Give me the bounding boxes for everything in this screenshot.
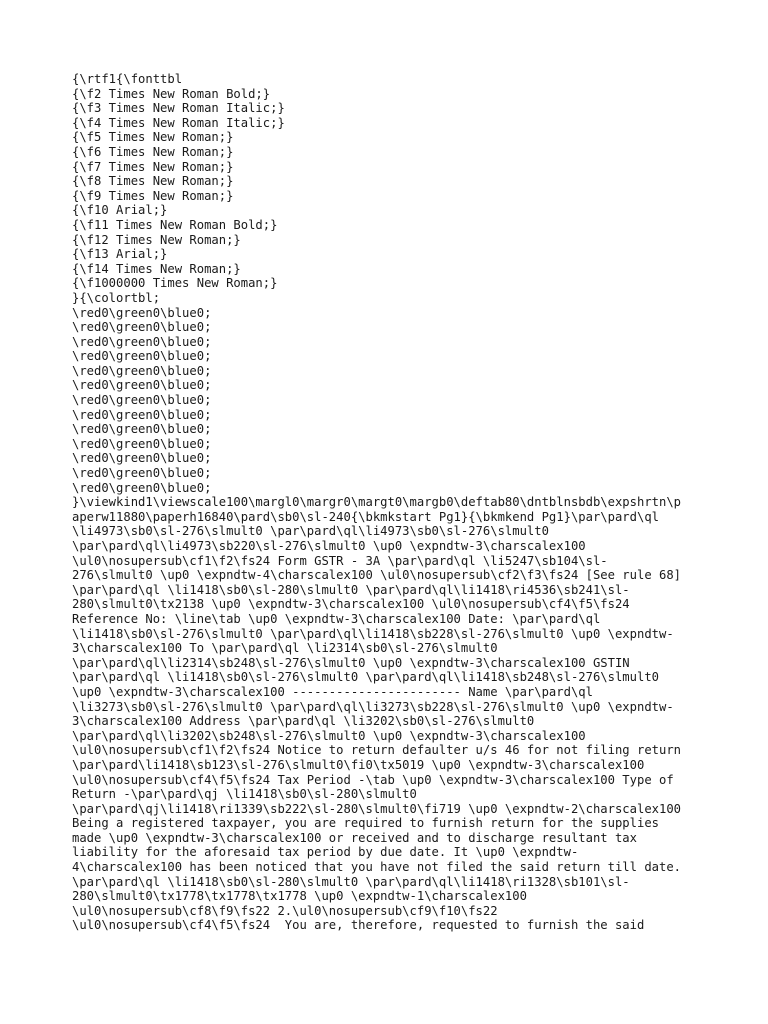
text-line: \red0\green0\blue0; (72, 393, 212, 408)
text-line: \ul0\nosupersub\cf4\f5\fs24 Tax Period -\tab \up0 \expndtw-3\charscalex100 Type of (72, 772, 674, 787)
text-line: {\f12 Times New Roman;} (72, 232, 241, 247)
text-line: \ul0\nosupersub\cf8\f9\fs22 2.\ul0\nosupersub\cf9\f10\fs22 (72, 903, 498, 918)
text-line: \ul0\nosupersub\cf1\f2\fs24 Notice to return defaulter u/s 46 for not filing return (72, 743, 682, 758)
text-line: {\f5 Times New Roman;} (72, 130, 234, 145)
text-line: \par\pard\li1418\sb123\sl-276\slmult0\fi0\tx5019 \up0 \expndtw-3\charscalex100 (72, 757, 645, 772)
text-line: }\viewkind1\viewscale100\margl0\margr0\margt0\margb0\deftab80\dntblnsbdb\expshrtn\p (72, 495, 682, 510)
text-line: {\f13 Arial;} (72, 247, 168, 262)
text-line: Reference No: \line\tab \up0 \expndtw-3\charscalex100 Date: \par\pard\ql (72, 611, 601, 626)
text-line: \red0\green0\blue0; (72, 480, 212, 495)
text-line: {\f4 Times New Roman Italic;} (72, 115, 285, 130)
text-line: \red0\green0\blue0; (72, 320, 212, 335)
text-line: \li1418\sb0\sl-276\slmult0 \par\pard\ql\li1418\sb228\sl-276\slmult0 \up0 \expndtw- (72, 626, 674, 641)
text-line: \red0\green0\blue0; (72, 363, 212, 378)
text-line: \red0\green0\blue0; (72, 378, 212, 393)
text-line: \par\pard\ql\li4973\sb220\sl-276\slmult0 \up0 \expndtw-3\charscalex100 (72, 539, 586, 553)
text-line: {\f7 Times New Roman;} (72, 159, 234, 174)
text-line: aperw11880\paperh16840\pard\sb0\sl-240{\bkmkstart Pg1}{\bkmkend Pg1}\par\pard\ql (72, 509, 659, 524)
text-line: \li4973\sb0\sl-276\slmult0 \par\pard\ql\li4973\sb0\sl-276\slmult0 (72, 524, 549, 539)
text-line: \li3273\sb0\sl-276\slmult0 \par\pard\ql\li3273\sb228\sl-276\slmult0 \up0 \expndtw- (72, 699, 674, 714)
text-line: 3\charscalex100 To \par\pard\ql \li2314\sb0\sl-276\slmult0 (72, 641, 498, 656)
text-line: 280\slmult0\tx2138 \up0 \expndtw-3\charscalex100 \ul0\nosupersub\cf4\f5\fs24 (72, 597, 630, 612)
text-line: Being a registered taxpayer, you are required to furnish return for the supplies (72, 816, 659, 831)
text-line: \red0\green0\blue0; (72, 466, 212, 481)
text-line: {\f1000000 Times New Roman;} (72, 276, 278, 291)
text-line: liability for the aforesaid tax period by due date. It \up0 \expndtw- (72, 845, 579, 860)
text-line: {\f3 Times New Roman Italic;} (72, 101, 285, 116)
text-line: \par\pard\ql \li1418\sb0\sl-280\slmult0 \par\pard\ql\li1418\ri4536\sb241\sl- (72, 582, 630, 597)
text-line: \ul0\nosupersub\cf1\f2\fs24 Form GSTR - 3A \par\pard\ql \li5247\sb104\sl- (72, 553, 608, 568)
text-line: \red0\green0\blue0; (72, 436, 212, 451)
text-line: \ul0\nosupersub\cf4\f5\fs24 You are, therefore, requested to furnish the said (72, 918, 645, 933)
document-body (72, 72, 712, 933)
text-line: \par\pard\ql \li1418\sb0\sl-276\slmult0 \par\pard\ql\li1418\sb248\sl-276\slmult0 (72, 670, 659, 685)
text-line: {\f8 Times New Roman;} (72, 174, 234, 189)
text-line: \red0\green0\blue0; (72, 451, 212, 466)
text-line: Return -\par\pard\qj \li1418\sb0\sl-280\slmult0 (72, 787, 417, 802)
text-line: \par\pard\ql\li2314\sb248\sl-276\slmult0 \up0 \expndtw-3\charscalex100 GSTIN (72, 655, 630, 670)
text-line: \par\pard\ql\li3202\sb248\sl-276\slmult0 \up0 \expndtw-3\charscalex100 (72, 728, 586, 743)
text-line: 276\slmult0 \up0 \expndtw-4\charscalex100 \ul0\nosupersub\cf2\f3\fs24 [See rule 68] (72, 568, 682, 583)
text-line: 280\slmult0\tx1778\tx1778\tx1778 \up0 \expndtw-1\charscalex100 (72, 889, 527, 904)
text-line: \red0\green0\blue0; (72, 407, 212, 422)
text-line: {\f10 Arial;} (72, 203, 168, 218)
text-line: \red0\green0\blue0; (72, 334, 212, 349)
text-line: {\f9 Times New Roman;} (72, 188, 234, 203)
text-line: {\f14 Times New Roman;} (72, 261, 241, 276)
text-line: \par\pard\qj\li1418\ri1339\sb222\sl-280\slmult0\fi719 \up0 \expndtw-2\charscalex100 (72, 801, 682, 816)
text-line: 3\charscalex100 Address \par\pard\ql \li3202\sb0\sl-276\slmult0 (72, 714, 535, 729)
text-line: \up0 \expndtw-3\charscalex100 ----------------------- Name \par\pard\ql (72, 684, 593, 699)
text-line: made \up0 \expndtw-3\charscalex100 or received and to discharge resultant tax (72, 830, 637, 845)
text-line: \par\pard\ql \li1418\sb0\sl-280\slmult0 \par\pard\ql\li1418\ri1328\sb101\sl- (72, 874, 630, 889)
text-line: {\f2 Times New Roman Bold;} (72, 86, 271, 101)
text-line: \red0\green0\blue0; (72, 349, 212, 364)
text-line: \red0\green0\blue0; (72, 305, 212, 320)
text-line: {\f11 Times New Roman Bold;} (72, 217, 278, 232)
text-line: \red0\green0\blue0; (72, 422, 212, 437)
text-line: {\f6 Times New Roman;} (72, 144, 234, 159)
text-line: {\rtf1{\fonttbl (72, 72, 183, 86)
text-line: 4\charscalex100 has been noticed that you have not filed the said return till date. (72, 860, 682, 875)
text-line: }{\colortbl; (72, 290, 161, 305)
